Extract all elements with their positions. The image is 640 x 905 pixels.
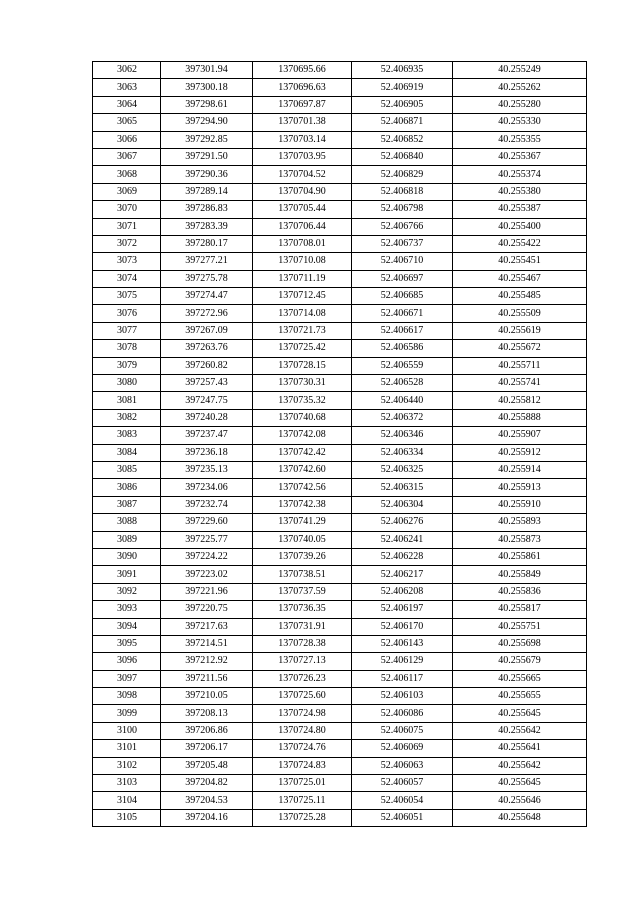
point-number-cell: 3097 bbox=[93, 670, 161, 687]
longitude-cell: 40.255619 bbox=[453, 322, 587, 339]
x-coordinate-cell: 397260.82 bbox=[161, 357, 253, 374]
y-coordinate-cell: 1370704.90 bbox=[253, 183, 352, 200]
longitude-cell: 40.255451 bbox=[453, 253, 587, 270]
longitude-cell: 40.255422 bbox=[453, 235, 587, 252]
coordinates-table bbox=[92, 61, 587, 827]
longitude-cell: 40.255836 bbox=[453, 583, 587, 600]
x-coordinate-cell: 397300.18 bbox=[161, 79, 253, 96]
latitude-cell: 52.406617 bbox=[352, 322, 453, 339]
x-coordinate-cell: 397232.74 bbox=[161, 496, 253, 513]
latitude-cell: 52.406170 bbox=[352, 618, 453, 635]
point-number-cell: 3073 bbox=[93, 253, 161, 270]
latitude-cell: 52.406217 bbox=[352, 566, 453, 583]
longitude-cell: 40.255910 bbox=[453, 496, 587, 513]
x-coordinate-cell: 397204.16 bbox=[161, 809, 253, 826]
y-coordinate-cell: 1370708.01 bbox=[253, 235, 352, 252]
point-number-cell: 3090 bbox=[93, 548, 161, 565]
longitude-cell: 40.255645 bbox=[453, 705, 587, 722]
x-coordinate-cell: 397206.17 bbox=[161, 740, 253, 757]
table-row bbox=[93, 688, 587, 705]
table-row bbox=[93, 375, 587, 392]
table-row bbox=[93, 288, 587, 305]
y-coordinate-cell: 1370697.87 bbox=[253, 96, 352, 113]
x-coordinate-cell: 397236.18 bbox=[161, 444, 253, 461]
x-coordinate-cell: 397283.39 bbox=[161, 218, 253, 235]
longitude-cell: 40.255467 bbox=[453, 270, 587, 287]
longitude-cell: 40.255817 bbox=[453, 601, 587, 618]
longitude-cell: 40.255888 bbox=[453, 409, 587, 426]
table-row bbox=[93, 775, 587, 792]
table-row bbox=[93, 79, 587, 96]
x-coordinate-cell: 397234.06 bbox=[161, 479, 253, 496]
y-coordinate-cell: 1370725.42 bbox=[253, 340, 352, 357]
point-number-cell: 3068 bbox=[93, 166, 161, 183]
y-coordinate-cell: 1370704.52 bbox=[253, 166, 352, 183]
table-row bbox=[93, 757, 587, 774]
latitude-cell: 52.406129 bbox=[352, 653, 453, 670]
longitude-cell: 40.255355 bbox=[453, 131, 587, 148]
longitude-cell: 40.255741 bbox=[453, 375, 587, 392]
point-number-cell: 3092 bbox=[93, 583, 161, 600]
table-row bbox=[93, 409, 587, 426]
x-coordinate-cell: 397210.05 bbox=[161, 688, 253, 705]
table-row bbox=[93, 305, 587, 322]
latitude-cell: 52.406710 bbox=[352, 253, 453, 270]
table-row bbox=[93, 444, 587, 461]
point-number-cell: 3104 bbox=[93, 792, 161, 809]
y-coordinate-cell: 1370696.63 bbox=[253, 79, 352, 96]
longitude-cell: 40.255873 bbox=[453, 531, 587, 548]
table-row bbox=[93, 635, 587, 652]
longitude-cell: 40.255280 bbox=[453, 96, 587, 113]
latitude-cell: 52.406228 bbox=[352, 548, 453, 565]
point-number-cell: 3099 bbox=[93, 705, 161, 722]
latitude-cell: 52.406315 bbox=[352, 479, 453, 496]
table-row bbox=[93, 496, 587, 513]
x-coordinate-cell: 397229.60 bbox=[161, 514, 253, 531]
x-coordinate-cell: 397290.36 bbox=[161, 166, 253, 183]
x-coordinate-cell: 397204.53 bbox=[161, 792, 253, 809]
y-coordinate-cell: 1370706.44 bbox=[253, 218, 352, 235]
latitude-cell: 52.406852 bbox=[352, 131, 453, 148]
longitude-cell: 40.255641 bbox=[453, 740, 587, 757]
y-coordinate-cell: 1370710.08 bbox=[253, 253, 352, 270]
latitude-cell: 52.406334 bbox=[352, 444, 453, 461]
x-coordinate-cell: 397247.75 bbox=[161, 392, 253, 409]
point-number-cell: 3083 bbox=[93, 427, 161, 444]
table-row bbox=[93, 548, 587, 565]
y-coordinate-cell: 1370725.28 bbox=[253, 809, 352, 826]
latitude-cell: 52.406086 bbox=[352, 705, 453, 722]
longitude-cell: 40.255367 bbox=[453, 148, 587, 165]
longitude-cell: 40.255812 bbox=[453, 392, 587, 409]
longitude-cell: 40.255642 bbox=[453, 722, 587, 739]
table-row bbox=[93, 62, 587, 79]
y-coordinate-cell: 1370741.29 bbox=[253, 514, 352, 531]
y-coordinate-cell: 1370705.44 bbox=[253, 201, 352, 218]
longitude-cell: 40.255913 bbox=[453, 479, 587, 496]
latitude-cell: 52.406103 bbox=[352, 688, 453, 705]
y-coordinate-cell: 1370739.26 bbox=[253, 548, 352, 565]
latitude-cell: 52.406919 bbox=[352, 79, 453, 96]
longitude-cell: 40.255751 bbox=[453, 618, 587, 635]
table-row bbox=[93, 131, 587, 148]
table-row bbox=[93, 514, 587, 531]
latitude-cell: 52.406737 bbox=[352, 235, 453, 252]
point-number-cell: 3072 bbox=[93, 235, 161, 252]
latitude-cell: 52.406054 bbox=[352, 792, 453, 809]
latitude-cell: 52.406325 bbox=[352, 461, 453, 478]
table-row bbox=[93, 183, 587, 200]
latitude-cell: 52.406829 bbox=[352, 166, 453, 183]
y-coordinate-cell: 1370730.31 bbox=[253, 375, 352, 392]
x-coordinate-cell: 397206.86 bbox=[161, 722, 253, 739]
y-coordinate-cell: 1370714.08 bbox=[253, 305, 352, 322]
latitude-cell: 52.406671 bbox=[352, 305, 453, 322]
latitude-cell: 52.406117 bbox=[352, 670, 453, 687]
latitude-cell: 52.406346 bbox=[352, 427, 453, 444]
x-coordinate-cell: 397217.63 bbox=[161, 618, 253, 635]
table-row bbox=[93, 201, 587, 218]
x-coordinate-cell: 397286.83 bbox=[161, 201, 253, 218]
table-row bbox=[93, 792, 587, 809]
point-number-cell: 3091 bbox=[93, 566, 161, 583]
latitude-cell: 52.406586 bbox=[352, 340, 453, 357]
point-number-cell: 3086 bbox=[93, 479, 161, 496]
y-coordinate-cell: 1370742.42 bbox=[253, 444, 352, 461]
point-number-cell: 3075 bbox=[93, 288, 161, 305]
point-number-cell: 3098 bbox=[93, 688, 161, 705]
x-coordinate-cell: 397298.61 bbox=[161, 96, 253, 113]
latitude-cell: 52.406818 bbox=[352, 183, 453, 200]
x-coordinate-cell: 397289.14 bbox=[161, 183, 253, 200]
x-coordinate-cell: 397274.47 bbox=[161, 288, 253, 305]
coordinates-table-body bbox=[93, 62, 587, 827]
point-number-cell: 3084 bbox=[93, 444, 161, 461]
latitude-cell: 52.406840 bbox=[352, 148, 453, 165]
y-coordinate-cell: 1370740.68 bbox=[253, 409, 352, 426]
longitude-cell: 40.255648 bbox=[453, 809, 587, 826]
table-row bbox=[93, 253, 587, 270]
table-row bbox=[93, 340, 587, 357]
point-number-cell: 3062 bbox=[93, 62, 161, 79]
longitude-cell: 40.255849 bbox=[453, 566, 587, 583]
point-number-cell: 3064 bbox=[93, 96, 161, 113]
longitude-cell: 40.255711 bbox=[453, 357, 587, 374]
x-coordinate-cell: 397292.85 bbox=[161, 131, 253, 148]
table-row bbox=[93, 479, 587, 496]
x-coordinate-cell: 397212.92 bbox=[161, 653, 253, 670]
longitude-cell: 40.255646 bbox=[453, 792, 587, 809]
point-number-cell: 3071 bbox=[93, 218, 161, 235]
point-number-cell: 3074 bbox=[93, 270, 161, 287]
x-coordinate-cell: 397214.51 bbox=[161, 635, 253, 652]
longitude-cell: 40.255645 bbox=[453, 775, 587, 792]
longitude-cell: 40.255374 bbox=[453, 166, 587, 183]
latitude-cell: 52.406871 bbox=[352, 114, 453, 131]
point-number-cell: 3080 bbox=[93, 375, 161, 392]
y-coordinate-cell: 1370725.01 bbox=[253, 775, 352, 792]
longitude-cell: 40.255861 bbox=[453, 548, 587, 565]
y-coordinate-cell: 1370724.76 bbox=[253, 740, 352, 757]
point-number-cell: 3063 bbox=[93, 79, 161, 96]
x-coordinate-cell: 397275.78 bbox=[161, 270, 253, 287]
table-row bbox=[93, 166, 587, 183]
y-coordinate-cell: 1370712.45 bbox=[253, 288, 352, 305]
table-row bbox=[93, 670, 587, 687]
x-coordinate-cell: 397267.09 bbox=[161, 322, 253, 339]
point-number-cell: 3077 bbox=[93, 322, 161, 339]
table-row bbox=[93, 322, 587, 339]
x-coordinate-cell: 397291.50 bbox=[161, 148, 253, 165]
y-coordinate-cell: 1370724.83 bbox=[253, 757, 352, 774]
table-row bbox=[93, 218, 587, 235]
x-coordinate-cell: 397224.22 bbox=[161, 548, 253, 565]
y-coordinate-cell: 1370725.60 bbox=[253, 688, 352, 705]
longitude-cell: 40.255387 bbox=[453, 201, 587, 218]
latitude-cell: 52.406208 bbox=[352, 583, 453, 600]
table-row bbox=[93, 392, 587, 409]
x-coordinate-cell: 397277.21 bbox=[161, 253, 253, 270]
point-number-cell: 3095 bbox=[93, 635, 161, 652]
point-number-cell: 3079 bbox=[93, 357, 161, 374]
point-number-cell: 3070 bbox=[93, 201, 161, 218]
y-coordinate-cell: 1370738.51 bbox=[253, 566, 352, 583]
latitude-cell: 52.406798 bbox=[352, 201, 453, 218]
y-coordinate-cell: 1370737.59 bbox=[253, 583, 352, 600]
y-coordinate-cell: 1370735.32 bbox=[253, 392, 352, 409]
point-number-cell: 3096 bbox=[93, 653, 161, 670]
latitude-cell: 52.406685 bbox=[352, 288, 453, 305]
longitude-cell: 40.255655 bbox=[453, 688, 587, 705]
latitude-cell: 52.406304 bbox=[352, 496, 453, 513]
latitude-cell: 52.406276 bbox=[352, 514, 453, 531]
longitude-cell: 40.255893 bbox=[453, 514, 587, 531]
table-row bbox=[93, 705, 587, 722]
y-coordinate-cell: 1370724.98 bbox=[253, 705, 352, 722]
x-coordinate-cell: 397208.13 bbox=[161, 705, 253, 722]
point-number-cell: 3085 bbox=[93, 461, 161, 478]
x-coordinate-cell: 397240.28 bbox=[161, 409, 253, 426]
x-coordinate-cell: 397280.17 bbox=[161, 235, 253, 252]
y-coordinate-cell: 1370740.05 bbox=[253, 531, 352, 548]
x-coordinate-cell: 397205.48 bbox=[161, 757, 253, 774]
y-coordinate-cell: 1370725.11 bbox=[253, 792, 352, 809]
longitude-cell: 40.255672 bbox=[453, 340, 587, 357]
x-coordinate-cell: 397225.77 bbox=[161, 531, 253, 548]
x-coordinate-cell: 397272.96 bbox=[161, 305, 253, 322]
table-row bbox=[93, 722, 587, 739]
y-coordinate-cell: 1370711.19 bbox=[253, 270, 352, 287]
longitude-cell: 40.255912 bbox=[453, 444, 587, 461]
longitude-cell: 40.255665 bbox=[453, 670, 587, 687]
y-coordinate-cell: 1370742.08 bbox=[253, 427, 352, 444]
x-coordinate-cell: 397221.96 bbox=[161, 583, 253, 600]
y-coordinate-cell: 1370727.13 bbox=[253, 653, 352, 670]
longitude-cell: 40.255400 bbox=[453, 218, 587, 235]
x-coordinate-cell: 397220.75 bbox=[161, 601, 253, 618]
latitude-cell: 52.406559 bbox=[352, 357, 453, 374]
point-number-cell: 3100 bbox=[93, 722, 161, 739]
table-row bbox=[93, 270, 587, 287]
longitude-cell: 40.255698 bbox=[453, 635, 587, 652]
y-coordinate-cell: 1370726.23 bbox=[253, 670, 352, 687]
y-coordinate-cell: 1370703.14 bbox=[253, 131, 352, 148]
longitude-cell: 40.255679 bbox=[453, 653, 587, 670]
latitude-cell: 52.406697 bbox=[352, 270, 453, 287]
table-row bbox=[93, 601, 587, 618]
table-row bbox=[93, 114, 587, 131]
point-number-cell: 3082 bbox=[93, 409, 161, 426]
latitude-cell: 52.406075 bbox=[352, 722, 453, 739]
y-coordinate-cell: 1370721.73 bbox=[253, 322, 352, 339]
table-row bbox=[93, 531, 587, 548]
x-coordinate-cell: 397204.82 bbox=[161, 775, 253, 792]
table-row bbox=[93, 566, 587, 583]
longitude-cell: 40.255380 bbox=[453, 183, 587, 200]
longitude-cell: 40.255262 bbox=[453, 79, 587, 96]
table-row bbox=[93, 148, 587, 165]
x-coordinate-cell: 397211.56 bbox=[161, 670, 253, 687]
y-coordinate-cell: 1370728.38 bbox=[253, 635, 352, 652]
latitude-cell: 52.406057 bbox=[352, 775, 453, 792]
table-row bbox=[93, 235, 587, 252]
point-number-cell: 3088 bbox=[93, 514, 161, 531]
y-coordinate-cell: 1370703.95 bbox=[253, 148, 352, 165]
point-number-cell: 3103 bbox=[93, 775, 161, 792]
latitude-cell: 52.406197 bbox=[352, 601, 453, 618]
latitude-cell: 52.406372 bbox=[352, 409, 453, 426]
longitude-cell: 40.255249 bbox=[453, 62, 587, 79]
point-number-cell: 3066 bbox=[93, 131, 161, 148]
table-row bbox=[93, 583, 587, 600]
table-row bbox=[93, 427, 587, 444]
latitude-cell: 52.406143 bbox=[352, 635, 453, 652]
x-coordinate-cell: 397263.76 bbox=[161, 340, 253, 357]
x-coordinate-cell: 397301.94 bbox=[161, 62, 253, 79]
latitude-cell: 52.406051 bbox=[352, 809, 453, 826]
x-coordinate-cell: 397235.13 bbox=[161, 461, 253, 478]
point-number-cell: 3105 bbox=[93, 809, 161, 826]
longitude-cell: 40.255485 bbox=[453, 288, 587, 305]
point-number-cell: 3078 bbox=[93, 340, 161, 357]
point-number-cell: 3101 bbox=[93, 740, 161, 757]
longitude-cell: 40.255330 bbox=[453, 114, 587, 131]
point-number-cell: 3087 bbox=[93, 496, 161, 513]
longitude-cell: 40.255642 bbox=[453, 757, 587, 774]
point-number-cell: 3102 bbox=[93, 757, 161, 774]
longitude-cell: 40.255509 bbox=[453, 305, 587, 322]
y-coordinate-cell: 1370731.91 bbox=[253, 618, 352, 635]
y-coordinate-cell: 1370742.60 bbox=[253, 461, 352, 478]
latitude-cell: 52.406528 bbox=[352, 375, 453, 392]
latitude-cell: 52.406069 bbox=[352, 740, 453, 757]
y-coordinate-cell: 1370701.38 bbox=[253, 114, 352, 131]
point-number-cell: 3093 bbox=[93, 601, 161, 618]
point-number-cell: 3076 bbox=[93, 305, 161, 322]
longitude-cell: 40.255907 bbox=[453, 427, 587, 444]
latitude-cell: 52.406241 bbox=[352, 531, 453, 548]
table-row bbox=[93, 653, 587, 670]
latitude-cell: 52.406766 bbox=[352, 218, 453, 235]
point-number-cell: 3067 bbox=[93, 148, 161, 165]
table-row bbox=[93, 461, 587, 478]
table-row bbox=[93, 740, 587, 757]
y-coordinate-cell: 1370695.66 bbox=[253, 62, 352, 79]
latitude-cell: 52.406440 bbox=[352, 392, 453, 409]
latitude-cell: 52.406905 bbox=[352, 96, 453, 113]
point-number-cell: 3094 bbox=[93, 618, 161, 635]
point-number-cell: 3081 bbox=[93, 392, 161, 409]
table-row bbox=[93, 357, 587, 374]
x-coordinate-cell: 397294.90 bbox=[161, 114, 253, 131]
y-coordinate-cell: 1370742.56 bbox=[253, 479, 352, 496]
y-coordinate-cell: 1370724.80 bbox=[253, 722, 352, 739]
x-coordinate-cell: 397223.02 bbox=[161, 566, 253, 583]
longitude-cell: 40.255914 bbox=[453, 461, 587, 478]
x-coordinate-cell: 397257.43 bbox=[161, 375, 253, 392]
table-row bbox=[93, 618, 587, 635]
point-number-cell: 3089 bbox=[93, 531, 161, 548]
table-row bbox=[93, 809, 587, 826]
y-coordinate-cell: 1370728.15 bbox=[253, 357, 352, 374]
x-coordinate-cell: 397237.47 bbox=[161, 427, 253, 444]
table-row bbox=[93, 96, 587, 113]
y-coordinate-cell: 1370736.35 bbox=[253, 601, 352, 618]
latitude-cell: 52.406063 bbox=[352, 757, 453, 774]
point-number-cell: 3065 bbox=[93, 114, 161, 131]
latitude-cell: 52.406935 bbox=[352, 62, 453, 79]
y-coordinate-cell: 1370742.38 bbox=[253, 496, 352, 513]
point-number-cell: 3069 bbox=[93, 183, 161, 200]
